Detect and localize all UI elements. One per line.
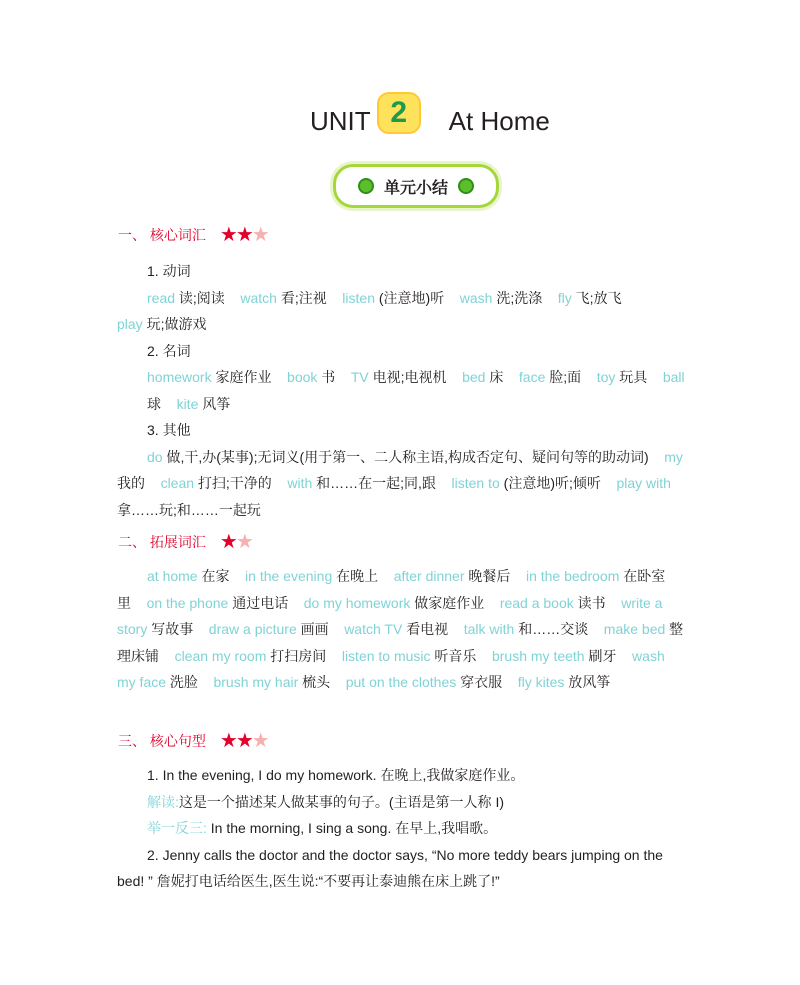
unit-number-badge: 2 [377,92,421,134]
ext-vocab-item: do my homework 做家庭作业 [303,594,485,611]
jufan-line: 举一反三: In the morning, I sing a song. 在早上,我唱歌。 [147,820,498,836]
ext-vocab-item: in the bedroom 在卧室里 [117,568,666,611]
others-title: 3. 其他 [147,422,191,438]
section-core-sentence-heading [118,728,268,753]
green-dot-icon [458,178,474,194]
green-dot-icon [358,178,374,194]
nouns-line: homework 家庭作业 book 书 TV 电视;电视机 bed 床 face 脸;面 toy 玩具 ball 球 kite 风筝 [147,369,685,412]
section-heading-text: 二、 拓展词汇 [118,533,206,550]
nouns-title: 2. 名词 [147,342,191,359]
ext-vocab-item: clean my room 打扫房间 [174,647,327,664]
ext-vocab-item: put on the clothes 穿衣服 [345,674,503,690]
rating-stars-icon: ★★★ [219,730,268,752]
section-heading-text: 一、 核心词汇 [118,226,206,243]
unit-title [310,96,550,142]
ext-vocab-item: wash my face 洗脸 [117,647,665,690]
ext-vocab-item: read a book 读书 [499,594,606,611]
ext-vocab-item: watch TV 看电视 [344,621,449,637]
core-vocab-body [117,258,687,523]
core-sentence-body [117,762,687,895]
ext-vocab-body [117,563,687,696]
unit-summary-banner [333,164,499,208]
sentence-1: 1. In the evening, I do my homework. 在晚上,我做家庭作业。 [147,767,525,783]
sentence-2: 2. Jenny calls the doctor and the doctor says, “No more teddy bears jumping on the bed! ” 詹妮打电话给医生,医生说:“不要再让泰迪熊在床上跳了!” [117,846,663,889]
ext-vocab-item: in the evening 在晚上 [245,568,379,584]
verbs-line: read 读;阅读 watch 看;注视 listen (注意地)听 wash 洗;洗涤 fly 飞;放飞 [147,289,622,306]
section-ext-vocab-heading [118,529,252,554]
ext-vocab-item: draw a picture 画画 [208,621,329,637]
ext-vocab-item: write a story 写故事 [117,594,663,637]
ext-vocab-item: talk with 和……交谈 [463,621,589,637]
verbs-line-2: play 玩;做游戏 [117,316,207,332]
jiedu-line: 解读:这是一个描述某人做某事的句子。(主语是第一人称 I) [147,793,504,810]
ext-vocab-item: brush my teeth 刷牙 [491,647,617,664]
ext-vocab-item: listen to music 听音乐 [341,647,477,664]
unit-name: At Home [448,105,550,136]
ext-vocab-item: fly kites 放风筝 [517,674,611,690]
rating-stars-icon: ★★ [219,531,252,553]
rating-stars-icon: ★★★ [219,224,268,246]
section-core-vocab-heading [118,222,268,247]
unit-word: UNIT [310,105,371,136]
ext-vocab-item: brush my hair 梳头 [213,674,331,690]
section-heading-text: 三、 核心句型 [118,732,206,749]
ext-vocab-item: after dinner 晚餐后 [393,568,511,584]
summary-label: 单元小结 [383,179,448,197]
ext-vocab-item: make bed 整理床铺 [117,621,684,664]
others-line: do 做,干,办(某事);无词义(用于第一、二人称主语,构成否定句、疑问句等的助动词) my 我的 clean 打扫;干净的 with 和……在一起;同,跟 listen to (注意地)听;倾听 play with 拿……玩;和……一起玩 [117,448,683,518]
ext-vocab-item: on the phone 通过电话 [146,594,289,611]
ext-vocab-item: at home 在家 [147,568,230,584]
verbs-title: 1. 动词 [147,263,191,279]
